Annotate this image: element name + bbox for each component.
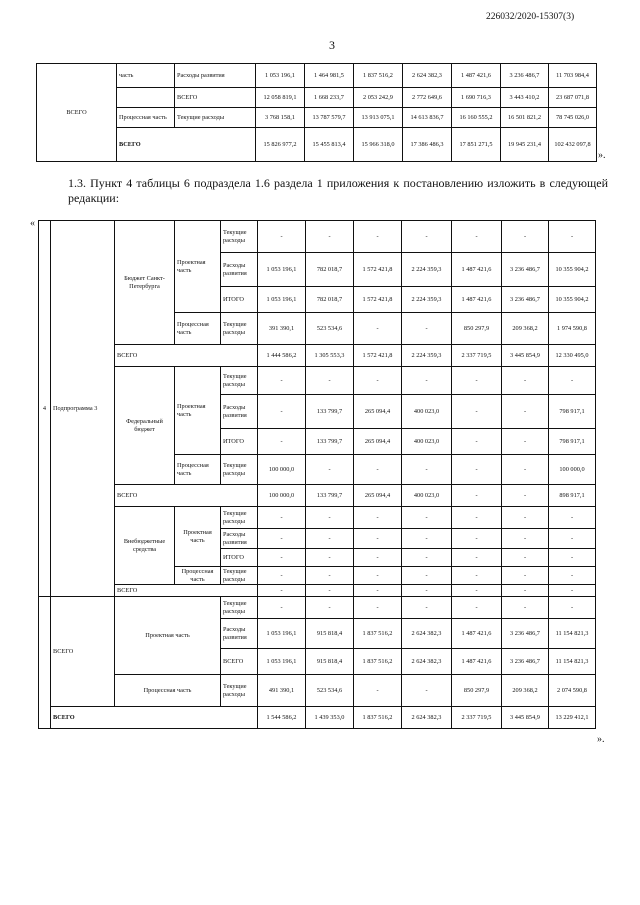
value-cell: - bbox=[549, 567, 596, 585]
fed-total-label: ВСЕГО bbox=[115, 485, 258, 507]
value-cell: 3 445 854,9 bbox=[502, 345, 549, 367]
top-end-mark: ». bbox=[598, 150, 606, 161]
value-cell: - bbox=[502, 455, 549, 485]
grand-total-label: ВСЕГО bbox=[51, 707, 258, 729]
process-part-label: Процессная часть bbox=[175, 455, 221, 485]
value-cell: - bbox=[306, 221, 354, 253]
top-cell: 16 160 555,2 bbox=[452, 108, 501, 128]
value-cell: - bbox=[502, 567, 549, 585]
top-cell: 1 487 421,6 bbox=[452, 64, 501, 88]
value-cell: 2 624 382,3 bbox=[402, 649, 452, 675]
value-cell: - bbox=[402, 675, 452, 707]
value-cell: - bbox=[549, 529, 596, 549]
value-cell: - bbox=[258, 367, 306, 395]
top-cell: 15 455 813,4 bbox=[305, 128, 354, 162]
top-cell: 3 236 486,7 bbox=[501, 64, 549, 88]
project-part-label: Проектная часть bbox=[175, 367, 221, 455]
top-cell: 23 687 071,8 bbox=[549, 88, 597, 108]
top-row-type: ВСЕГО bbox=[175, 88, 256, 108]
value-cell: 1 572 421,8 bbox=[354, 345, 402, 367]
value-cell: - bbox=[502, 429, 549, 455]
current-label: Текущие расходы bbox=[221, 507, 258, 529]
current-label: Текущие расходы bbox=[221, 455, 258, 485]
top-cell: 12 058 819,1 bbox=[256, 88, 305, 108]
source-spb: Бюджет Санкт-Петербурга bbox=[115, 221, 175, 345]
dev-label: Расходы развития bbox=[221, 395, 258, 429]
value-cell: - bbox=[306, 367, 354, 395]
value-cell: 898 917,1 bbox=[549, 485, 596, 507]
process-part-label: Процессная часть bbox=[175, 313, 221, 345]
top-cell: 13 913 075,1 bbox=[354, 108, 403, 128]
value-cell: - bbox=[452, 395, 502, 429]
value-cell: 1 487 421,6 bbox=[452, 287, 502, 313]
value-cell: 209 368,2 bbox=[502, 313, 549, 345]
value-cell: 1 439 353,0 bbox=[306, 707, 354, 729]
top-cell: 15 826 977,2 bbox=[256, 128, 305, 162]
value-cell: - bbox=[354, 675, 402, 707]
document-number: 226032/2020-15307(3) bbox=[486, 12, 575, 22]
value-cell: - bbox=[354, 507, 402, 529]
value-cell: 1 053 196,1 bbox=[258, 619, 306, 649]
top-cell: 17 386 486,3 bbox=[403, 128, 452, 162]
value-cell: 1 487 421,6 bbox=[452, 619, 502, 649]
value-cell: 850 297,9 bbox=[452, 675, 502, 707]
value-cell: 10 355 904,2 bbox=[549, 287, 596, 313]
value-cell: - bbox=[354, 367, 402, 395]
top-cell: 2 624 382,3 bbox=[403, 64, 452, 88]
value-cell: - bbox=[306, 567, 354, 585]
value-cell: 2 337 719,5 bbox=[452, 345, 502, 367]
top-cell: 78 745 026,0 bbox=[549, 108, 597, 128]
offb-total-label: ВСЕГО bbox=[115, 585, 258, 597]
value-cell: - bbox=[452, 429, 502, 455]
value-cell: - bbox=[402, 597, 452, 619]
value-cell: 1 053 196,1 bbox=[258, 287, 306, 313]
source-federal: Федеральный бюджет bbox=[115, 367, 175, 485]
value-cell: 13 229 412,1 bbox=[549, 707, 596, 729]
value-cell: - bbox=[452, 567, 502, 585]
top-cell: 1 464 981,5 bbox=[305, 64, 354, 88]
value-cell: - bbox=[452, 529, 502, 549]
value-cell: - bbox=[402, 221, 452, 253]
value-cell: 400 023,0 bbox=[402, 395, 452, 429]
value-cell: 2 624 382,3 bbox=[402, 707, 452, 729]
value-cell: - bbox=[402, 585, 452, 597]
top-cell: 11 703 984,4 bbox=[549, 64, 597, 88]
current-label: Текущие расходы bbox=[221, 675, 258, 707]
value-cell: 1 572 421,8 bbox=[354, 287, 402, 313]
value-cell: - bbox=[258, 221, 306, 253]
value-cell: - bbox=[452, 455, 502, 485]
value-cell: 1 487 421,6 bbox=[452, 253, 502, 287]
value-cell: 1 305 553,3 bbox=[306, 345, 354, 367]
empty-num-cell bbox=[39, 597, 51, 729]
value-cell: 3 236 486,7 bbox=[502, 287, 549, 313]
top-cell: 17 851 271,5 bbox=[452, 128, 501, 162]
page-number: 3 bbox=[329, 38, 335, 52]
value-cell: - bbox=[306, 597, 354, 619]
value-cell: - bbox=[258, 429, 306, 455]
current-label: Текущие расходы bbox=[221, 597, 258, 619]
value-cell: - bbox=[502, 485, 549, 507]
project-part-label: Проектная часть bbox=[175, 507, 221, 567]
top-group-label: ВСЕГО bbox=[37, 64, 117, 162]
value-cell: 11 154 821,3 bbox=[549, 649, 596, 675]
spb-total-label: ВСЕГО bbox=[115, 345, 258, 367]
itogo-label: ИТОГО bbox=[221, 549, 258, 567]
value-cell: - bbox=[452, 597, 502, 619]
value-cell: - bbox=[402, 455, 452, 485]
value-cell: 100 000,0 bbox=[258, 485, 306, 507]
value-cell: - bbox=[502, 395, 549, 429]
close-mark: ». bbox=[597, 734, 605, 745]
value-cell: 2 074 590,8 bbox=[549, 675, 596, 707]
current-label: Текущие расходы bbox=[221, 221, 258, 253]
value-cell: - bbox=[549, 221, 596, 253]
dev-label: Расходы развития bbox=[221, 253, 258, 287]
top-cell: 1 837 516,2 bbox=[354, 64, 403, 88]
top-cell: 13 787 579,7 bbox=[305, 108, 354, 128]
top-cell: 14 613 836,7 bbox=[403, 108, 452, 128]
amendment-paragraph: 1.3. Пункт 4 таблицы 6 подраздела 1.6 раздела 1 приложения к постановлению изложить в следующей редакции: bbox=[68, 176, 608, 205]
value-cell: 2 224 359,3 bbox=[402, 287, 452, 313]
top-row-type: Расходы развития bbox=[175, 64, 256, 88]
value-cell: 782 018,7 bbox=[306, 253, 354, 287]
value-cell: - bbox=[258, 567, 306, 585]
value-cell: 2 224 359,3 bbox=[402, 345, 452, 367]
top-row-type: Текущие расходы bbox=[175, 108, 256, 128]
value-cell: 100 000,0 bbox=[549, 455, 596, 485]
top-cell: 1 690 716,3 bbox=[452, 88, 501, 108]
value-cell: - bbox=[452, 585, 502, 597]
vsego-label: ВСЕГО bbox=[221, 649, 258, 675]
value-cell: - bbox=[402, 549, 452, 567]
project-part-label: Проектная часть bbox=[175, 221, 221, 313]
top-cell: 1 053 196,1 bbox=[256, 64, 305, 88]
value-cell: 1 974 590,8 bbox=[549, 313, 596, 345]
itogo-label: ИТОГО bbox=[221, 429, 258, 455]
value-cell: - bbox=[502, 597, 549, 619]
value-cell: 1 053 196,1 bbox=[258, 649, 306, 675]
value-cell: - bbox=[402, 567, 452, 585]
value-cell: 3 445 854,9 bbox=[502, 707, 549, 729]
value-cell: 1 487 421,6 bbox=[452, 649, 502, 675]
value-cell: - bbox=[502, 367, 549, 395]
current-label: Текущие расходы bbox=[221, 313, 258, 345]
value-cell: 2 624 382,3 bbox=[402, 619, 452, 649]
top-cell: 19 945 231,4 bbox=[501, 128, 549, 162]
dev-label: Расходы развития bbox=[221, 529, 258, 549]
value-cell: - bbox=[258, 597, 306, 619]
value-cell: 3 236 486,7 bbox=[502, 649, 549, 675]
value-cell: - bbox=[402, 313, 452, 345]
value-cell: 391 390,1 bbox=[258, 313, 306, 345]
value-cell: - bbox=[402, 529, 452, 549]
project-part-label: Проектная часть bbox=[115, 597, 221, 675]
top-cell: 1 668 233,7 bbox=[305, 88, 354, 108]
value-cell: 491 390,1 bbox=[258, 675, 306, 707]
value-cell: - bbox=[354, 585, 402, 597]
row-number: 4 bbox=[39, 221, 51, 597]
value-cell: 1 837 516,2 bbox=[354, 707, 402, 729]
dev-label: Расходы развития bbox=[221, 619, 258, 649]
itogo-label: ИТОГО bbox=[221, 287, 258, 313]
value-cell: - bbox=[354, 529, 402, 549]
value-cell: - bbox=[502, 529, 549, 549]
value-cell: 265 094,4 bbox=[354, 429, 402, 455]
value-cell: - bbox=[452, 507, 502, 529]
main-table bbox=[38, 220, 596, 729]
value-cell: - bbox=[502, 585, 549, 597]
value-cell: 1 444 586,2 bbox=[258, 345, 306, 367]
value-cell: - bbox=[502, 507, 549, 529]
value-cell: 265 094,4 bbox=[354, 395, 402, 429]
value-cell: - bbox=[306, 585, 354, 597]
top-cell: 2 053 242,9 bbox=[354, 88, 403, 108]
value-cell: - bbox=[354, 549, 402, 567]
open-quote: « bbox=[30, 218, 35, 229]
value-cell: - bbox=[258, 395, 306, 429]
current-label: Текущие расходы bbox=[221, 567, 258, 585]
value-cell: - bbox=[549, 507, 596, 529]
overall-total-group: ВСЕГО bbox=[51, 597, 115, 707]
value-cell: 3 236 486,7 bbox=[502, 619, 549, 649]
top-cell: 15 966 318,0 bbox=[354, 128, 403, 162]
value-cell: - bbox=[354, 597, 402, 619]
value-cell: 265 094,4 bbox=[354, 485, 402, 507]
value-cell: - bbox=[452, 485, 502, 507]
value-cell: 798 917,1 bbox=[549, 395, 596, 429]
value-cell: - bbox=[258, 507, 306, 529]
value-cell: - bbox=[306, 529, 354, 549]
value-cell: 400 023,0 bbox=[402, 485, 452, 507]
value-cell: 915 818,4 bbox=[306, 619, 354, 649]
value-cell: - bbox=[306, 455, 354, 485]
source-offbudget: Внебюджетные средства bbox=[115, 507, 175, 585]
value-cell: - bbox=[502, 221, 549, 253]
top-section-project: часть bbox=[117, 64, 175, 88]
value-cell: - bbox=[549, 585, 596, 597]
value-cell: 2 337 719,5 bbox=[452, 707, 502, 729]
value-cell: - bbox=[402, 507, 452, 529]
value-cell: 12 330 495,0 bbox=[549, 345, 596, 367]
value-cell: 133 799,7 bbox=[306, 395, 354, 429]
top-total-label: ВСЕГО bbox=[117, 128, 256, 162]
value-cell: 2 224 359,3 bbox=[402, 253, 452, 287]
value-cell: - bbox=[354, 221, 402, 253]
value-cell: - bbox=[258, 549, 306, 567]
value-cell: - bbox=[306, 549, 354, 567]
process-part-label: Процессная часть bbox=[115, 675, 221, 707]
value-cell: 133 799,7 bbox=[306, 485, 354, 507]
value-cell: 100 000,0 bbox=[258, 455, 306, 485]
value-cell: 1 837 516,2 bbox=[354, 649, 402, 675]
value-cell: 1 837 516,2 bbox=[354, 619, 402, 649]
top-cell: 16 501 821,2 bbox=[501, 108, 549, 128]
value-cell: 3 236 486,7 bbox=[502, 253, 549, 287]
top-cell: 102 432 097,8 bbox=[549, 128, 597, 162]
value-cell: - bbox=[452, 221, 502, 253]
value-cell: - bbox=[354, 455, 402, 485]
program-name: Подпрограмма 3 bbox=[51, 221, 115, 597]
current-label: Текущие расходы bbox=[221, 367, 258, 395]
value-cell: 209 368,2 bbox=[502, 675, 549, 707]
value-cell: 11 154 821,3 bbox=[549, 619, 596, 649]
value-cell: - bbox=[549, 597, 596, 619]
value-cell: 523 534,6 bbox=[306, 675, 354, 707]
value-cell: 782 018,7 bbox=[306, 287, 354, 313]
top-cell: 3 768 158,1 bbox=[256, 108, 305, 128]
value-cell: 1 544 586,2 bbox=[258, 707, 306, 729]
value-cell: 1 572 421,8 bbox=[354, 253, 402, 287]
value-cell: - bbox=[549, 549, 596, 567]
value-cell: - bbox=[306, 507, 354, 529]
value-cell: 133 799,7 bbox=[306, 429, 354, 455]
value-cell: 10 355 904,2 bbox=[549, 253, 596, 287]
top-cell: 2 772 649,6 bbox=[403, 88, 452, 108]
value-cell: - bbox=[402, 367, 452, 395]
top-table bbox=[36, 63, 597, 162]
value-cell: 798 917,1 bbox=[549, 429, 596, 455]
top-section-process: Процессная часть bbox=[117, 108, 175, 128]
value-cell: 400 023,0 bbox=[402, 429, 452, 455]
value-cell: 1 053 196,1 bbox=[258, 253, 306, 287]
value-cell: 523 534,6 bbox=[306, 313, 354, 345]
value-cell: - bbox=[452, 367, 502, 395]
top-cell: 3 443 410,2 bbox=[501, 88, 549, 108]
value-cell: 915 818,4 bbox=[306, 649, 354, 675]
value-cell: - bbox=[452, 549, 502, 567]
process-part-label: Процессная часть bbox=[175, 567, 221, 585]
value-cell: 850 297,9 bbox=[452, 313, 502, 345]
value-cell: - bbox=[502, 549, 549, 567]
value-cell: - bbox=[354, 567, 402, 585]
value-cell: - bbox=[258, 529, 306, 549]
value-cell: - bbox=[354, 313, 402, 345]
value-cell: - bbox=[549, 367, 596, 395]
value-cell: - bbox=[258, 585, 306, 597]
